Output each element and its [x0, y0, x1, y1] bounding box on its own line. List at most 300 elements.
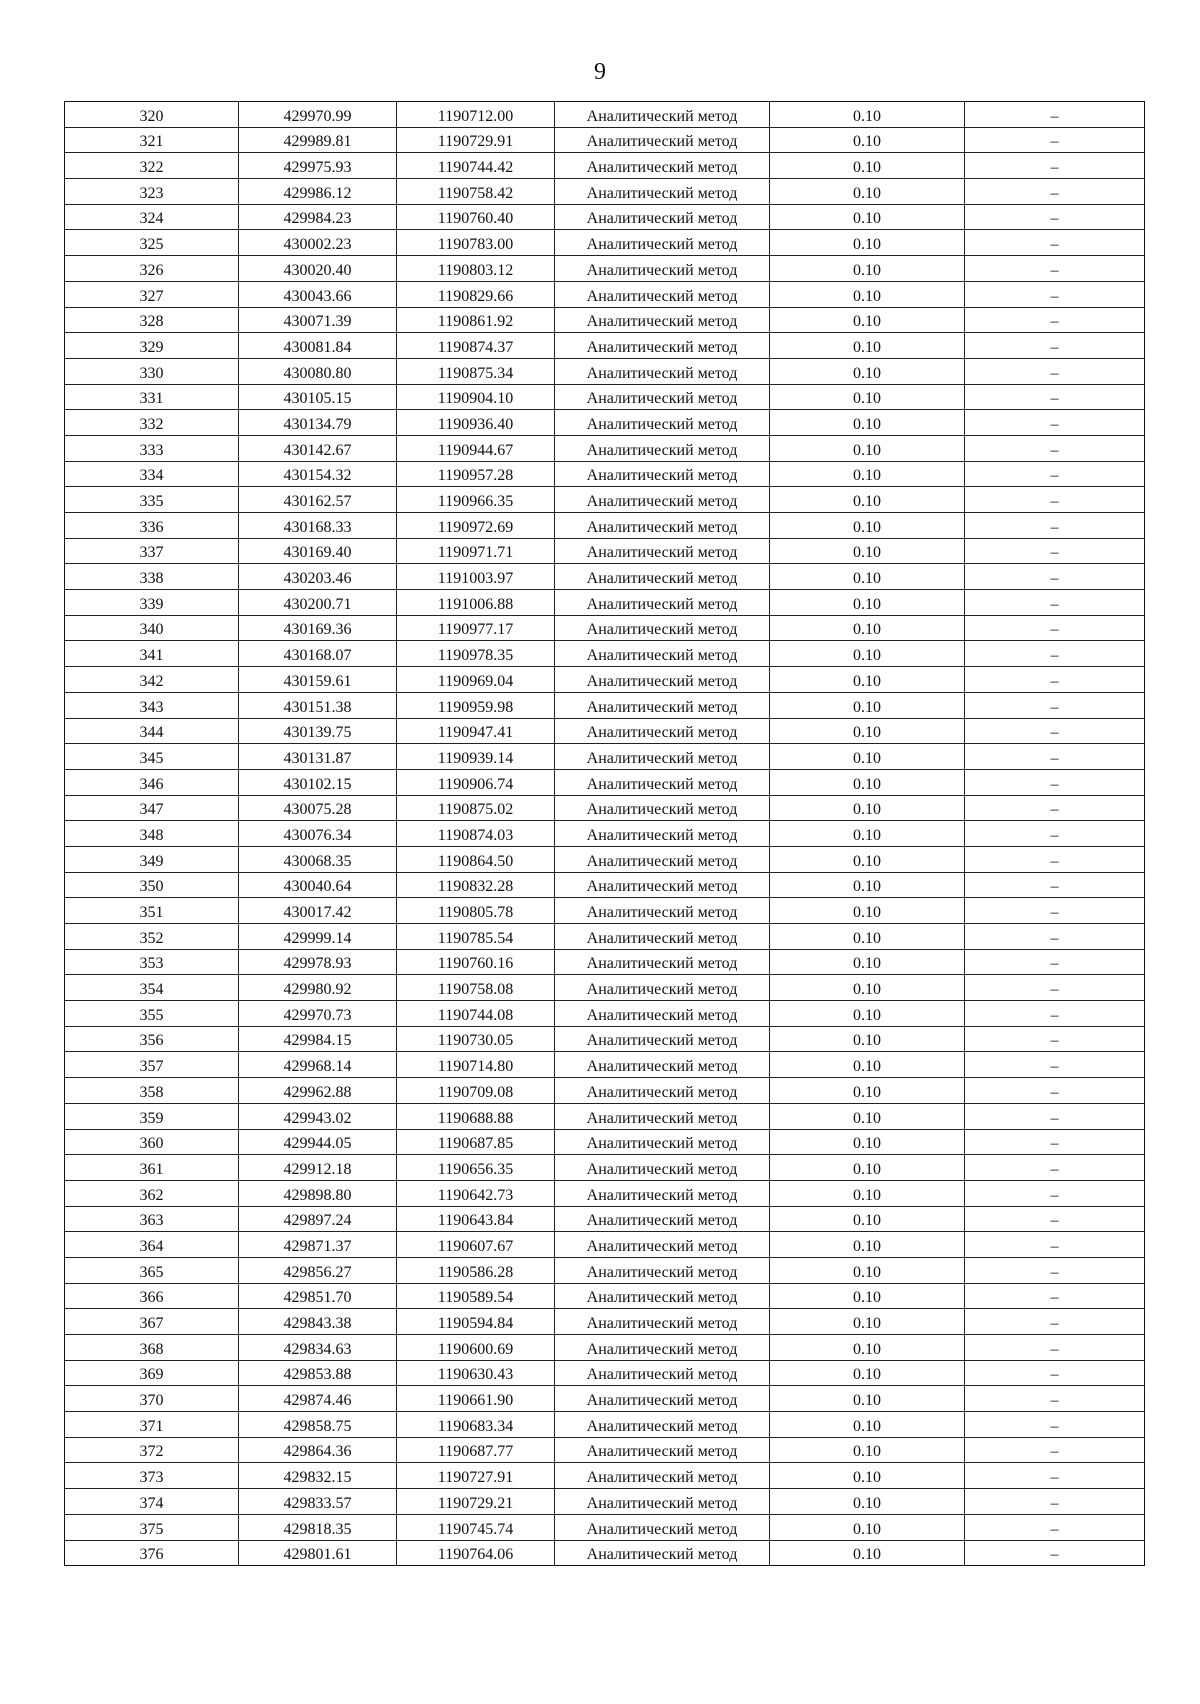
table-row [65, 1206, 1145, 1232]
method-cell: Аналитический метод [555, 924, 770, 950]
point-number-cell: 356 [65, 1026, 239, 1052]
coordinates-table-body [65, 102, 1145, 1566]
method-cell: Аналитический метод [555, 1360, 770, 1386]
y-coordinate-cell: 1190607.67 [397, 1232, 555, 1258]
coordinates-table [64, 101, 1145, 1566]
description-cell: – [965, 692, 1145, 718]
x-coordinate-cell: 430169.36 [239, 615, 397, 641]
method-cell: Аналитический метод [555, 1463, 770, 1489]
table-row [65, 872, 1145, 898]
y-coordinate-cell: 1190760.40 [397, 204, 555, 230]
accuracy-cell: 0.10 [770, 1206, 965, 1232]
x-coordinate-cell: 429978.93 [239, 949, 397, 975]
point-number-cell: 325 [65, 230, 239, 256]
x-coordinate-cell: 429864.36 [239, 1437, 397, 1463]
y-coordinate-cell: 1190661.90 [397, 1386, 555, 1412]
accuracy-cell: 0.10 [770, 461, 965, 487]
method-cell: Аналитический метод [555, 1155, 770, 1181]
description-cell: – [965, 1386, 1145, 1412]
table-row [65, 102, 1145, 128]
description-cell: – [965, 281, 1145, 307]
description-cell: – [965, 333, 1145, 359]
description-cell: – [965, 1155, 1145, 1181]
description-cell: – [965, 615, 1145, 641]
description-cell: – [965, 821, 1145, 847]
x-coordinate-cell: 429871.37 [239, 1232, 397, 1258]
accuracy-cell: 0.10 [770, 1335, 965, 1361]
table-row [65, 846, 1145, 872]
description-cell: – [965, 204, 1145, 230]
point-number-cell: 322 [65, 153, 239, 179]
description-cell: – [965, 487, 1145, 513]
x-coordinate-cell: 429986.12 [239, 179, 397, 205]
x-coordinate-cell: 429944.05 [239, 1129, 397, 1155]
description-cell: – [965, 1437, 1145, 1463]
y-coordinate-cell: 1190729.91 [397, 127, 555, 153]
method-cell: Аналитический метод [555, 1206, 770, 1232]
x-coordinate-cell: 429968.14 [239, 1052, 397, 1078]
table-row [65, 1103, 1145, 1129]
method-cell: Аналитический метод [555, 1052, 770, 1078]
point-number-cell: 357 [65, 1052, 239, 1078]
x-coordinate-cell: 429984.15 [239, 1026, 397, 1052]
description-cell: – [965, 718, 1145, 744]
accuracy-cell: 0.10 [770, 307, 965, 333]
x-coordinate-cell: 430131.87 [239, 744, 397, 770]
description-cell: – [965, 1335, 1145, 1361]
point-number-cell: 363 [65, 1206, 239, 1232]
table-row [65, 487, 1145, 513]
point-number-cell: 336 [65, 513, 239, 539]
method-cell: Аналитический метод [555, 1078, 770, 1104]
description-cell: – [965, 975, 1145, 1001]
accuracy-cell: 0.10 [770, 1412, 965, 1438]
description-cell: – [965, 590, 1145, 616]
x-coordinate-cell: 429801.61 [239, 1540, 397, 1566]
description-cell: – [965, 1052, 1145, 1078]
y-coordinate-cell: 1190972.69 [397, 513, 555, 539]
y-coordinate-cell: 1190904.10 [397, 384, 555, 410]
x-coordinate-cell: 429984.23 [239, 204, 397, 230]
x-coordinate-cell: 430040.64 [239, 872, 397, 898]
x-coordinate-cell: 429853.88 [239, 1360, 397, 1386]
y-coordinate-cell: 1190760.16 [397, 949, 555, 975]
method-cell: Аналитический метод [555, 898, 770, 924]
x-coordinate-cell: 429897.24 [239, 1206, 397, 1232]
method-cell: Аналитический метод [555, 333, 770, 359]
table-row [65, 1026, 1145, 1052]
accuracy-cell: 0.10 [770, 1489, 965, 1515]
point-number-cell: 343 [65, 692, 239, 718]
x-coordinate-cell: 429962.88 [239, 1078, 397, 1104]
method-cell: Аналитический метод [555, 846, 770, 872]
y-coordinate-cell: 1190709.08 [397, 1078, 555, 1104]
description-cell: – [965, 769, 1145, 795]
method-cell: Аналитический метод [555, 1514, 770, 1540]
point-number-cell: 328 [65, 307, 239, 333]
point-number-cell: 345 [65, 744, 239, 770]
x-coordinate-cell: 429975.93 [239, 153, 397, 179]
table-row [65, 718, 1145, 744]
point-number-cell: 347 [65, 795, 239, 821]
description-cell: – [965, 1026, 1145, 1052]
method-cell: Аналитический метод [555, 307, 770, 333]
accuracy-cell: 0.10 [770, 1155, 965, 1181]
table-row [65, 821, 1145, 847]
accuracy-cell: 0.10 [770, 410, 965, 436]
table-row [65, 256, 1145, 282]
y-coordinate-cell: 1190594.84 [397, 1309, 555, 1335]
method-cell: Аналитический метод [555, 281, 770, 307]
accuracy-cell: 0.10 [770, 1180, 965, 1206]
method-cell: Аналитический метод [555, 769, 770, 795]
table-row [65, 1489, 1145, 1515]
table-row [65, 1463, 1145, 1489]
description-cell: – [965, 1360, 1145, 1386]
description-cell: – [965, 949, 1145, 975]
point-number-cell: 335 [65, 487, 239, 513]
table-row [65, 744, 1145, 770]
point-number-cell: 352 [65, 924, 239, 950]
description-cell: – [965, 538, 1145, 564]
point-number-cell: 361 [65, 1155, 239, 1181]
x-coordinate-cell: 430139.75 [239, 718, 397, 744]
y-coordinate-cell: 1190805.78 [397, 898, 555, 924]
y-coordinate-cell: 1190729.21 [397, 1489, 555, 1515]
description-cell: – [965, 924, 1145, 950]
table-row [65, 795, 1145, 821]
method-cell: Аналитический метод [555, 1386, 770, 1412]
accuracy-cell: 0.10 [770, 435, 965, 461]
y-coordinate-cell: 1190906.74 [397, 769, 555, 795]
accuracy-cell: 0.10 [770, 358, 965, 384]
accuracy-cell: 0.10 [770, 333, 965, 359]
y-coordinate-cell: 1190758.42 [397, 179, 555, 205]
x-coordinate-cell: 429843.38 [239, 1309, 397, 1335]
method-cell: Аналитический метод [555, 667, 770, 693]
method-cell: Аналитический метод [555, 358, 770, 384]
table-row [65, 179, 1145, 205]
accuracy-cell: 0.10 [770, 538, 965, 564]
description-cell: – [965, 1103, 1145, 1129]
method-cell: Аналитический метод [555, 153, 770, 179]
y-coordinate-cell: 1190687.85 [397, 1129, 555, 1155]
accuracy-cell: 0.10 [770, 127, 965, 153]
x-coordinate-cell: 430169.40 [239, 538, 397, 564]
y-coordinate-cell: 1190978.35 [397, 641, 555, 667]
method-cell: Аналитический метод [555, 102, 770, 128]
method-cell: Аналитический метод [555, 590, 770, 616]
method-cell: Аналитический метод [555, 1437, 770, 1463]
x-coordinate-cell: 430203.46 [239, 564, 397, 590]
table-row [65, 949, 1145, 975]
accuracy-cell: 0.10 [770, 924, 965, 950]
accuracy-cell: 0.10 [770, 949, 965, 975]
accuracy-cell: 0.10 [770, 1283, 965, 1309]
x-coordinate-cell: 429832.15 [239, 1463, 397, 1489]
y-coordinate-cell: 1190875.02 [397, 795, 555, 821]
method-cell: Аналитический метод [555, 1232, 770, 1258]
accuracy-cell: 0.10 [770, 153, 965, 179]
x-coordinate-cell: 430002.23 [239, 230, 397, 256]
point-number-cell: 338 [65, 564, 239, 590]
y-coordinate-cell: 1190744.08 [397, 1001, 555, 1027]
point-number-cell: 327 [65, 281, 239, 307]
description-cell: – [965, 256, 1145, 282]
method-cell: Аналитический метод [555, 949, 770, 975]
description-cell: – [965, 1309, 1145, 1335]
point-number-cell: 342 [65, 667, 239, 693]
method-cell: Аналитический метод [555, 461, 770, 487]
x-coordinate-cell: 430080.80 [239, 358, 397, 384]
table-row [65, 1412, 1145, 1438]
method-cell: Аналитический метод [555, 1335, 770, 1361]
table-row [65, 1129, 1145, 1155]
table-row [65, 513, 1145, 539]
description-cell: – [965, 410, 1145, 436]
point-number-cell: 329 [65, 333, 239, 359]
method-cell: Аналитический метод [555, 1001, 770, 1027]
x-coordinate-cell: 429858.75 [239, 1412, 397, 1438]
y-coordinate-cell: 1190783.00 [397, 230, 555, 256]
description-cell: – [965, 1206, 1145, 1232]
y-coordinate-cell: 1190971.71 [397, 538, 555, 564]
table-row [65, 1001, 1145, 1027]
method-cell: Аналитический метод [555, 1103, 770, 1129]
point-number-cell: 370 [65, 1386, 239, 1412]
point-number-cell: 351 [65, 898, 239, 924]
method-cell: Аналитический метод [555, 538, 770, 564]
method-cell: Аналитический метод [555, 872, 770, 898]
description-cell: – [965, 230, 1145, 256]
accuracy-cell: 0.10 [770, 230, 965, 256]
point-number-cell: 360 [65, 1129, 239, 1155]
point-number-cell: 372 [65, 1437, 239, 1463]
x-coordinate-cell: 429834.63 [239, 1335, 397, 1361]
description-cell: – [965, 898, 1145, 924]
accuracy-cell: 0.10 [770, 1001, 965, 1027]
method-cell: Аналитический метод [555, 256, 770, 282]
y-coordinate-cell: 1190656.35 [397, 1155, 555, 1181]
point-number-cell: 330 [65, 358, 239, 384]
y-coordinate-cell: 1190966.35 [397, 487, 555, 513]
table-row [65, 564, 1145, 590]
x-coordinate-cell: 430134.79 [239, 410, 397, 436]
accuracy-cell: 0.10 [770, 795, 965, 821]
method-cell: Аналитический метод [555, 1180, 770, 1206]
y-coordinate-cell: 1190977.17 [397, 615, 555, 641]
table-row [65, 1257, 1145, 1283]
point-number-cell: 320 [65, 102, 239, 128]
accuracy-cell: 0.10 [770, 564, 965, 590]
point-number-cell: 349 [65, 846, 239, 872]
table-row [65, 153, 1145, 179]
point-number-cell: 373 [65, 1463, 239, 1489]
y-coordinate-cell: 1190874.03 [397, 821, 555, 847]
x-coordinate-cell: 430154.32 [239, 461, 397, 487]
point-number-cell: 354 [65, 975, 239, 1001]
table-row [65, 1078, 1145, 1104]
table-row [65, 1335, 1145, 1361]
point-number-cell: 324 [65, 204, 239, 230]
y-coordinate-cell: 1190630.43 [397, 1360, 555, 1386]
table-row [65, 667, 1145, 693]
accuracy-cell: 0.10 [770, 1232, 965, 1258]
accuracy-cell: 0.10 [770, 204, 965, 230]
table-row [65, 1360, 1145, 1386]
table-row [65, 769, 1145, 795]
y-coordinate-cell: 1190832.28 [397, 872, 555, 898]
accuracy-cell: 0.10 [770, 1103, 965, 1129]
x-coordinate-cell: 429912.18 [239, 1155, 397, 1181]
point-number-cell: 358 [65, 1078, 239, 1104]
accuracy-cell: 0.10 [770, 590, 965, 616]
y-coordinate-cell: 1190730.05 [397, 1026, 555, 1052]
point-number-cell: 321 [65, 127, 239, 153]
y-coordinate-cell: 1190744.42 [397, 153, 555, 179]
x-coordinate-cell: 430151.38 [239, 692, 397, 718]
table-row [65, 1437, 1145, 1463]
point-number-cell: 355 [65, 1001, 239, 1027]
x-coordinate-cell: 429970.73 [239, 1001, 397, 1027]
table-row [65, 975, 1145, 1001]
method-cell: Аналитический метод [555, 744, 770, 770]
accuracy-cell: 0.10 [770, 1463, 965, 1489]
accuracy-cell: 0.10 [770, 898, 965, 924]
table-row [65, 230, 1145, 256]
x-coordinate-cell: 430200.71 [239, 590, 397, 616]
y-coordinate-cell: 1190944.67 [397, 435, 555, 461]
description-cell: – [965, 461, 1145, 487]
description-cell: – [965, 307, 1145, 333]
table-row [65, 333, 1145, 359]
point-number-cell: 326 [65, 256, 239, 282]
table-row [65, 358, 1145, 384]
description-cell: – [965, 1412, 1145, 1438]
point-number-cell: 365 [65, 1257, 239, 1283]
x-coordinate-cell: 429980.92 [239, 975, 397, 1001]
method-cell: Аналитический метод [555, 410, 770, 436]
point-number-cell: 374 [65, 1489, 239, 1515]
y-coordinate-cell: 1190803.12 [397, 256, 555, 282]
method-cell: Аналитический метод [555, 1540, 770, 1566]
accuracy-cell: 0.10 [770, 513, 965, 539]
method-cell: Аналитический метод [555, 1309, 770, 1335]
method-cell: Аналитический метод [555, 821, 770, 847]
x-coordinate-cell: 430168.33 [239, 513, 397, 539]
method-cell: Аналитический метод [555, 204, 770, 230]
point-number-cell: 337 [65, 538, 239, 564]
method-cell: Аналитический метод [555, 1026, 770, 1052]
method-cell: Аналитический метод [555, 718, 770, 744]
point-number-cell: 344 [65, 718, 239, 744]
point-number-cell: 353 [65, 949, 239, 975]
x-coordinate-cell: 429999.14 [239, 924, 397, 950]
table-row [65, 1155, 1145, 1181]
method-cell: Аналитический метод [555, 1257, 770, 1283]
table-row [65, 1232, 1145, 1258]
y-coordinate-cell: 1190864.50 [397, 846, 555, 872]
table-row [65, 538, 1145, 564]
table-row [65, 641, 1145, 667]
accuracy-cell: 0.10 [770, 1078, 965, 1104]
accuracy-cell: 0.10 [770, 179, 965, 205]
y-coordinate-cell: 1191003.97 [397, 564, 555, 590]
accuracy-cell: 0.10 [770, 1437, 965, 1463]
description-cell: – [965, 1540, 1145, 1566]
table-row [65, 898, 1145, 924]
point-number-cell: 346 [65, 769, 239, 795]
description-cell: – [965, 846, 1145, 872]
y-coordinate-cell: 1190939.14 [397, 744, 555, 770]
table-row [65, 1309, 1145, 1335]
y-coordinate-cell: 1190829.66 [397, 281, 555, 307]
method-cell: Аналитический метод [555, 795, 770, 821]
x-coordinate-cell: 430162.57 [239, 487, 397, 513]
y-coordinate-cell: 1190683.34 [397, 1412, 555, 1438]
point-number-cell: 350 [65, 872, 239, 898]
x-coordinate-cell: 430105.15 [239, 384, 397, 410]
description-cell: – [965, 153, 1145, 179]
table-row [65, 615, 1145, 641]
method-cell: Аналитический метод [555, 487, 770, 513]
accuracy-cell: 0.10 [770, 102, 965, 128]
accuracy-cell: 0.10 [770, 1309, 965, 1335]
table-row [65, 924, 1145, 950]
description-cell: – [965, 1078, 1145, 1104]
x-coordinate-cell: 430142.67 [239, 435, 397, 461]
description-cell: – [965, 1283, 1145, 1309]
description-cell: – [965, 1129, 1145, 1155]
accuracy-cell: 0.10 [770, 1052, 965, 1078]
accuracy-cell: 0.10 [770, 487, 965, 513]
method-cell: Аналитический метод [555, 1129, 770, 1155]
point-number-cell: 375 [65, 1514, 239, 1540]
accuracy-cell: 0.10 [770, 1514, 965, 1540]
accuracy-cell: 0.10 [770, 256, 965, 282]
point-number-cell: 362 [65, 1180, 239, 1206]
accuracy-cell: 0.10 [770, 667, 965, 693]
y-coordinate-cell: 1190714.80 [397, 1052, 555, 1078]
description-cell: – [965, 127, 1145, 153]
accuracy-cell: 0.10 [770, 744, 965, 770]
y-coordinate-cell: 1190785.54 [397, 924, 555, 950]
point-number-cell: 323 [65, 179, 239, 205]
point-number-cell: 348 [65, 821, 239, 847]
x-coordinate-cell: 430068.35 [239, 846, 397, 872]
description-cell: – [965, 667, 1145, 693]
description-cell: – [965, 1489, 1145, 1515]
y-coordinate-cell: 1190642.73 [397, 1180, 555, 1206]
point-number-cell: 367 [65, 1309, 239, 1335]
table-row [65, 1514, 1145, 1540]
y-coordinate-cell: 1190712.00 [397, 102, 555, 128]
point-number-cell: 341 [65, 641, 239, 667]
accuracy-cell: 0.10 [770, 615, 965, 641]
accuracy-cell: 0.10 [770, 1386, 965, 1412]
x-coordinate-cell: 430075.28 [239, 795, 397, 821]
table-row [65, 410, 1145, 436]
table-row [65, 1052, 1145, 1078]
description-cell: – [965, 102, 1145, 128]
description-cell: – [965, 513, 1145, 539]
accuracy-cell: 0.10 [770, 641, 965, 667]
y-coordinate-cell: 1190875.34 [397, 358, 555, 384]
y-coordinate-cell: 1190764.06 [397, 1540, 555, 1566]
y-coordinate-cell: 1190957.28 [397, 461, 555, 487]
table-row [65, 1386, 1145, 1412]
table-row [65, 590, 1145, 616]
